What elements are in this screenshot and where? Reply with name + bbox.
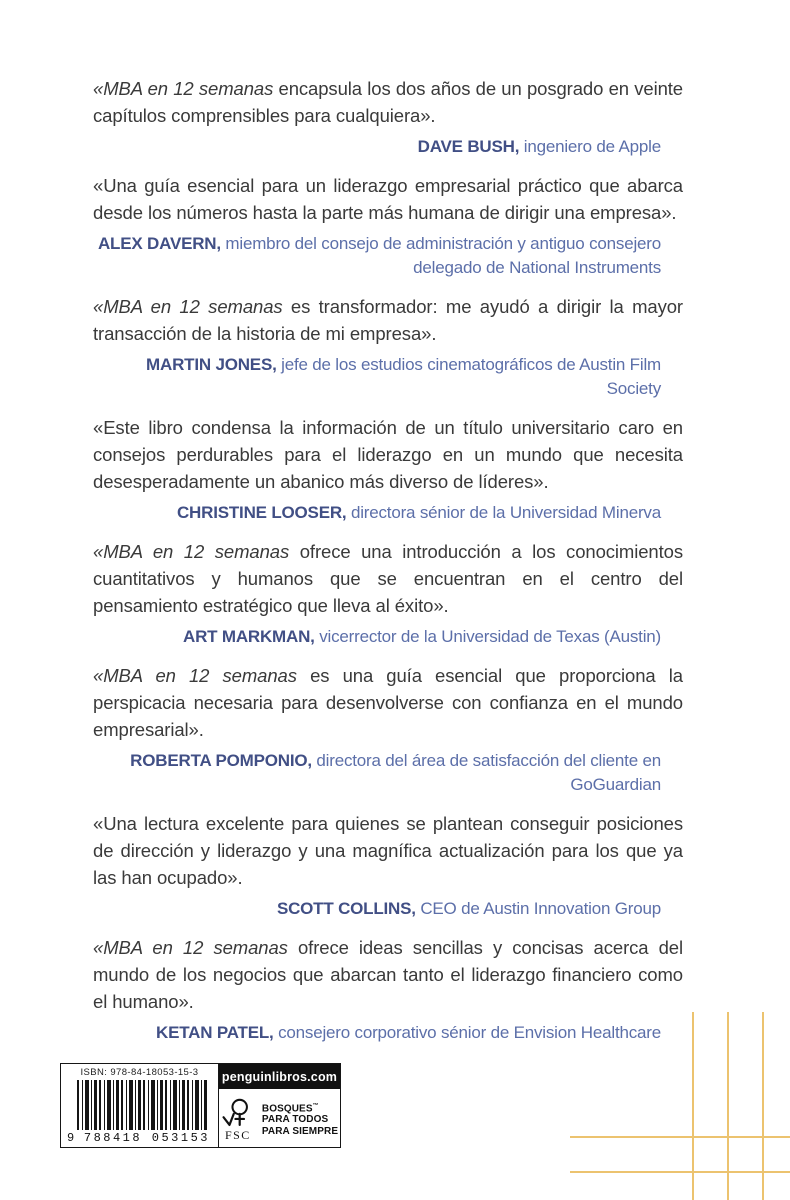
quote-attribution xyxy=(93,1021,683,1045)
quote-block xyxy=(93,172,683,280)
quote-text xyxy=(93,934,683,1015)
quote-body: es una guía esencial que proporciona la perspicacia necesaria para desenvolverse con confianza en el mundo empresarial». xyxy=(93,665,683,740)
quote-text xyxy=(93,414,683,495)
quote-body: es transformador: me ayudó a dirigir la mayor transacción de la historia de mi empresa». xyxy=(93,296,683,344)
barcode-digits-group2: 053153 xyxy=(151,1131,210,1145)
quote-text xyxy=(93,172,683,226)
publisher-website: penguinlibros.com xyxy=(219,1064,340,1089)
isbn-label: ISBN: 978-84-18053-15-3 xyxy=(80,1067,199,1078)
grid-line-horizontal xyxy=(570,1136,790,1138)
quote-text xyxy=(93,75,683,129)
attribution-role: miembro del consejo de administración y antiguo consejero delegado de National Instruments xyxy=(220,234,661,277)
attribution-name: CHRISTINE LOOSER, xyxy=(176,503,347,522)
attribution-name: KETAN PATEL, xyxy=(156,1023,274,1042)
fsc-acronym: FSC xyxy=(224,1127,251,1142)
quote-text xyxy=(93,293,683,347)
attribution-name: ART MARKMAN, xyxy=(183,627,315,646)
fsc-slogan-line2: PARA TODOS xyxy=(261,1114,329,1126)
quote-text xyxy=(93,662,683,743)
fsc-tree-icon xyxy=(221,1096,255,1130)
attribution-role: ingeniero de Apple xyxy=(519,137,661,156)
book-title-italic: «MBA en 12 semanas xyxy=(93,541,290,562)
attribution-name: ALEX DAVERN, xyxy=(97,234,221,253)
book-title-italic: «MBA en 12 semanas xyxy=(93,296,283,317)
quote-attribution xyxy=(93,501,683,525)
fsc-slogan-line3: PARA SIEMPRE xyxy=(261,1125,339,1137)
quote-text xyxy=(93,538,683,619)
fsc-certification xyxy=(219,1089,340,1147)
quote-attribution xyxy=(93,353,683,401)
barcode-digits xyxy=(67,1130,212,1145)
publisher-block xyxy=(218,1064,340,1147)
attribution-role: consejero corporativo sénior de Envision Healthcare xyxy=(273,1023,661,1042)
quote-body: ofrece ideas sencillas y concisas acerca del mundo de los negocios que abarcan tanto el liderazgo financiero como el humano». xyxy=(93,937,683,1012)
quote-body: ofrece una introducción a los conocimientos cuantitativos y humanos que se encuentran en el centro del pensamiento estratégico que lleva al éxito». xyxy=(93,541,683,616)
quote-attribution xyxy=(93,232,683,280)
attribution-name: SCOTT COLLINS, xyxy=(276,899,416,918)
quote-attribution xyxy=(93,749,683,797)
quote-block xyxy=(93,810,683,921)
quote-body: encapsula los dos años de un posgrado en veinte capítulos comprensibles para cualquiera». xyxy=(93,78,683,126)
isbn-footer-box xyxy=(60,1063,341,1148)
book-title-italic: «MBA en 12 semanas xyxy=(93,937,288,958)
attribution-name: DAVE BUSH, xyxy=(417,137,520,156)
quote-body: «Una guía esencial para un liderazgo empresarial práctico que abarca desde los números hasta la parte más humana de dirigir una empresa». xyxy=(93,175,683,223)
trademark-symbol: ™ xyxy=(312,1102,319,1109)
grid-line-horizontal xyxy=(570,1171,790,1173)
barcode-digit-left: 9 xyxy=(67,1131,75,1145)
ean-barcode-icon xyxy=(77,1080,208,1130)
fsc-slogan-word: BOSQUES xyxy=(261,1102,313,1114)
quote-block xyxy=(93,414,683,525)
quote-block xyxy=(93,662,683,797)
quote-body: «Una lectura excelente para quienes se plantean conseguir posiciones de dirección y liderazgo y una magnífica actualización para los que ya las han ocupado». xyxy=(93,813,683,888)
attribution-role: jefe de los estudios cinematográficos de Austin Film Society xyxy=(276,355,661,398)
attribution-role: vicerrector de la Universidad de Texas (Austin) xyxy=(314,627,661,646)
book-title-italic: «MBA en 12 semanas xyxy=(93,78,274,99)
quote-block xyxy=(93,538,683,649)
quote-attribution xyxy=(93,625,683,649)
book-title-italic: «MBA en 12 semanas xyxy=(93,665,297,686)
attribution-role: directora del área de satisfacción del cliente en GoGuardian xyxy=(311,751,661,794)
quote-attribution xyxy=(93,135,683,159)
quote-block xyxy=(93,934,683,1045)
fsc-logo xyxy=(221,1096,255,1143)
attribution-role: CEO de Austin Innovation Group xyxy=(415,899,661,918)
barcode-digits-group1: 788418 xyxy=(83,1131,143,1145)
quote-block xyxy=(93,293,683,401)
quotes-section xyxy=(93,75,683,1058)
quote-text xyxy=(93,810,683,891)
attribution-name: ROBERTA POMPONIO, xyxy=(130,751,312,770)
quote-block xyxy=(93,75,683,159)
quote-body: «Este libro condensa la información de un título universitario caro en consejos perdurables para el liderazgo en un mundo que necesita desesperadamente un abanico más diverso de líderes». xyxy=(93,417,683,492)
fsc-slogan xyxy=(262,1101,338,1138)
fsc-slogan-line1 xyxy=(262,1101,338,1115)
quote-attribution xyxy=(93,897,683,921)
attribution-role: directora sénior de la Universidad Minerva xyxy=(346,503,661,522)
barcode-block xyxy=(61,1064,218,1147)
attribution-name: MARTIN JONES, xyxy=(146,355,277,374)
